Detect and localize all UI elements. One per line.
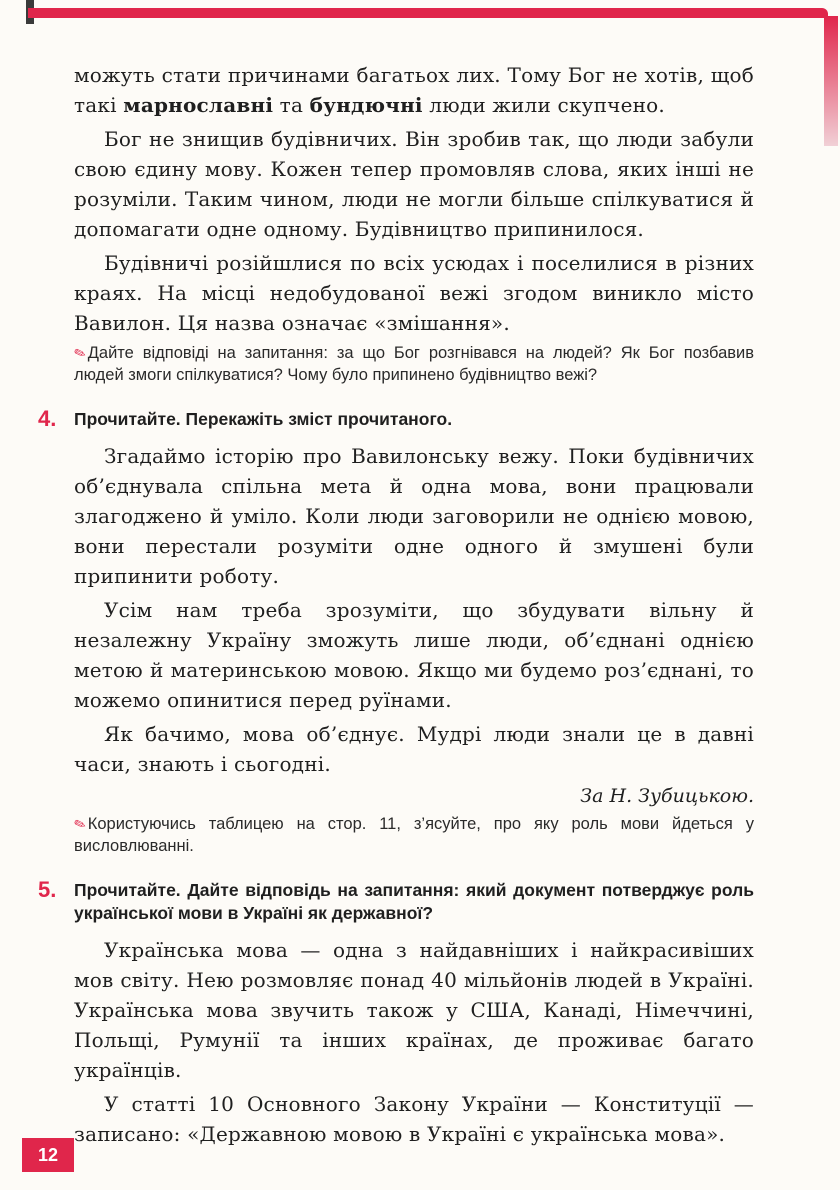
page-content <box>38 60 754 1149</box>
text-run: люди жили скупчено. <box>422 93 665 117</box>
task-4-heading <box>38 406 754 431</box>
task4-question <box>71 813 754 857</box>
task4-paragraph-3: Як бачимо, мова об’єднує. Мудрі люди знали це в давні часи, знають і сьогодні. <box>74 722 754 776</box>
author-attribution: За Н. Зубицькою. <box>580 785 754 807</box>
task-5-heading <box>38 877 754 925</box>
task5-paragraph-2: У статті 10 Основного Закону України — Конституції — записано: «Державною мовою в Україні є українська мова». <box>74 1092 754 1146</box>
task4-paragraph-2: Усім нам треба зрозуміти, що збудувати вільну й незалежну Україну зможуть лише люди, об’єднані однією метою й материнською мовою. Якщо ми будемо роз’єднані, то можемо опинитися перед руїнами. <box>74 598 754 712</box>
intro-question <box>71 342 754 386</box>
question-text: Дайте відповіді на запитання: за що Бог розгнівався на людей? Як Бог позбавив людей змоги спілкуватися? Чому було припинено будівництво вежі? <box>74 344 754 384</box>
intro-paragraph-3: Будівничі розійшлися по всіх усюдах і поселилися в різних краях. На місці недобудованої вежі згодом виникло місто Вавилон. Ця назва означає «змішання». <box>74 251 754 335</box>
bold-word: марнославні <box>123 93 274 117</box>
page-number: 12 <box>22 1138 74 1172</box>
task5-paragraph-1: Українська мова — одна з найдавніших і найкрасивіших мов світу. Нею розмовляє понад 40 мільйонів людей в Україні. Українська мова звучить також у США, Канаді, Німеччині, Польщі, Румунії та інших країнах, де проживає багато українців. <box>74 938 754 1082</box>
question-text: Користуючись таблицею на стор. 11, з’ясуйте, про яку роль мови йдеться у висловлюванні. <box>74 815 754 855</box>
task-instruction: Прочитайте. Дайте відповідь на запитання: який документ потверджує роль української мови в Україні як державної? <box>74 880 754 923</box>
pencil-icon: ✎ <box>71 814 89 834</box>
task-number: 5. <box>38 877 57 902</box>
page-edge-marker <box>824 16 838 146</box>
intro-paragraph-1 <box>74 60 754 120</box>
bold-word: бундючні <box>309 93 423 117</box>
pencil-icon: ✎ <box>71 343 89 363</box>
task-number: 4. <box>38 406 57 431</box>
text-run: та <box>273 93 310 117</box>
task-instruction: Прочитайте. Перекажіть зміст прочитаного. <box>74 409 453 429</box>
text-run: можуть стати причинами багатьох лих. Тому Бог не хотів, щоб такі <box>74 63 754 117</box>
task4-paragraph-1: Згадаймо історію про Вавилонську вежу. Поки будівничих об’єднувала спільна мета й одна мова, вони працювали злагоджено й уміло. Коли люди заговорили не однією мовою, вони перестали розуміти одне одного й змушені були припинити роботу. <box>74 444 754 588</box>
top-rule <box>28 8 828 18</box>
intro-paragraph-2: Бог не знищив будівничих. Він зробив так, що люди забули свою єдину мову. Кожен тепер промовляв слова, яких інші не розуміли. Таким чином, люди не могли більше спілкуватися й допомагати одне одному. Будівництво припинилося. <box>74 127 754 241</box>
